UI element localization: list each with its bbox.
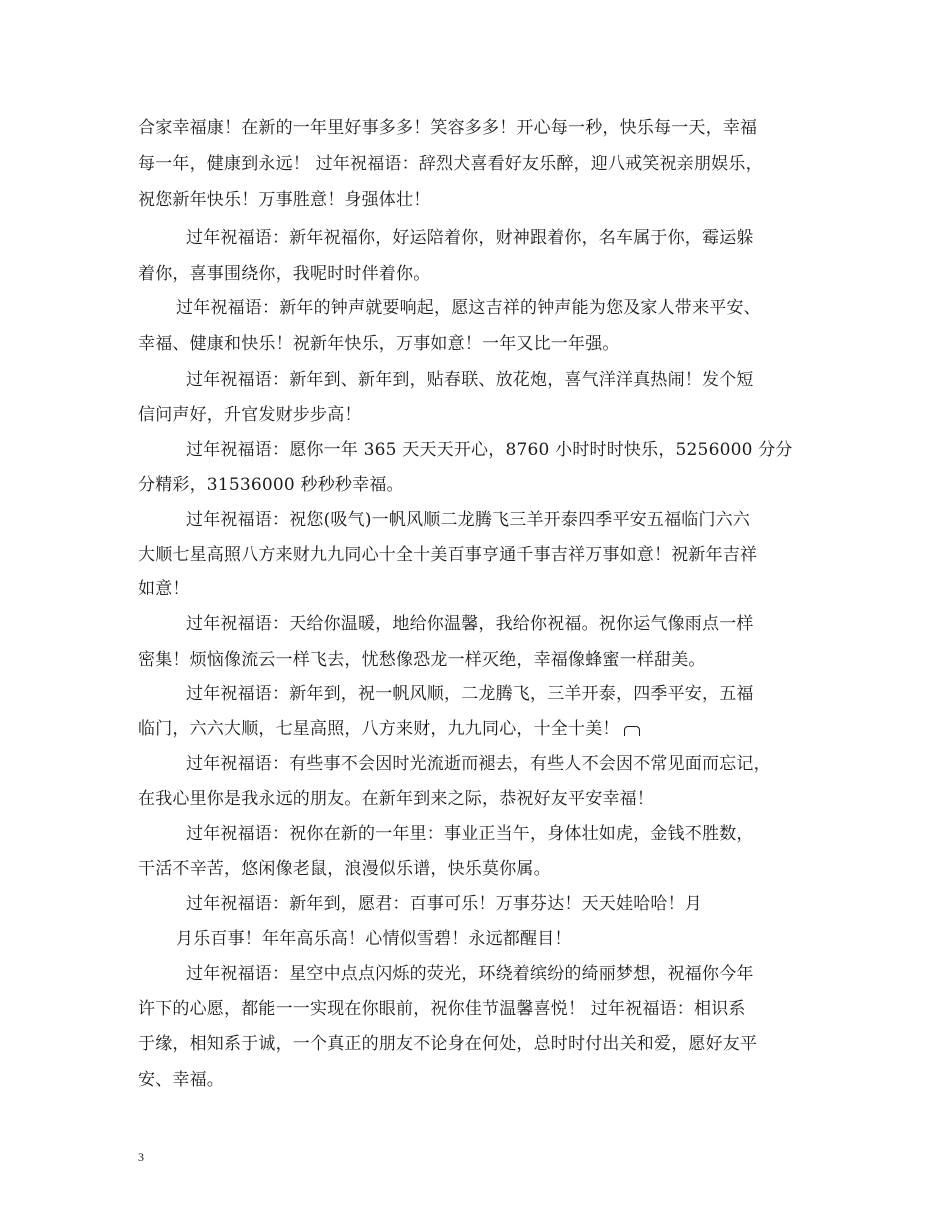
text-line-9: 信问声好，升官发财步步高！ [138, 405, 362, 425]
text-line-18-text: 临门，六六大顺，七星高照，八方来财，九九同心，十全十美！ [138, 719, 620, 739]
text-line-20: 在我心里你是我永远的朋友。在新年到来之际，恭祝好友平安幸福！ [138, 789, 654, 809]
text-line-28: 安、幸福。 [138, 1070, 224, 1090]
text-line-12: 过年祝福语：祝您(吸气)一帆风顺二龙腾飞三羊开泰四季平安五福临门六六 [186, 510, 751, 530]
text-line-21: 过年祝福语：祝你在新的一年里：事业正当午，身体壮如虎，金钱不胜数， [186, 824, 754, 844]
text-line-23: 过年祝福语：新年到，愿君：百事可乐！万事芬达！天天娃哈哈！月 [186, 894, 702, 914]
text-line-19: 过年祝福语：有些事不会因时光流逝而褪去，有些人不会因不常见面而忘记， [186, 754, 771, 774]
text-line-14: 如意！ [138, 579, 190, 599]
text-line-16: 密集！烦恼像流云一样飞去，忧愁像恐龙一样灭绝，幸福像蜂蜜一样甜美。 [138, 650, 706, 670]
text-line-5: 着你，喜事围绕你，我呢时时伴着你。 [138, 264, 431, 284]
text-line-13: 大顺七星高照八方来财九九同心十全十美百事亨通千事吉祥万事如意！祝新年吉祥 [138, 545, 758, 565]
text-line-15: 过年祝福语：天给你温暖，地给你温馨，我给你祝福。祝你运气像雨点一样 [186, 614, 754, 634]
text-line-10: 过年祝福语：愿你一年 365 天天天开心，8760 小时时时快乐，5256000 分分 [186, 440, 793, 460]
text-line-11: 分精彩，31536000 秒秒秒幸福。 [138, 475, 404, 495]
text-line-17: 过年祝福语：新年到，祝一帆风顺，二龙腾飞，三羊开泰，四季平安，五福 [186, 684, 754, 704]
page-number: 3 [138, 1150, 144, 1164]
text-line-22: 干活不辛苦，悠闲像老鼠，浪漫似乐谱，快乐莫你属。 [138, 859, 551, 879]
text-line-3: 祝您新年快乐！万事胜意！身强体壮！ [138, 190, 431, 210]
bracket-mark-icon [624, 726, 640, 736]
text-line-1: 合家幸福康！在新的一年里好事多多！笑容多多！开心每一秒，快乐每一天，幸福 [138, 118, 758, 138]
text-line-25: 过年祝福语：星空中点点闪烁的荧光，环绕着缤纷的绮丽梦想，祝福你今年 [186, 964, 754, 984]
text-line-2: 每一年，健康到永远！ 过年祝福语：辞烈犬喜看好友乐醉，迎八戒笑祝亲朋娱乐， [138, 154, 763, 174]
text-line-7: 幸福、健康和快乐！祝新年快乐，万事如意！一年又比一年强。 [138, 334, 620, 354]
text-line-4: 过年祝福语：新年祝福你，好运陪着你，财神跟着你，名车属于你，霉运躲 [186, 228, 754, 248]
text-line-24: 月乐百事！年年高乐高！心情似雪碧！永远都醒目！ [176, 929, 572, 949]
text-line-6: 过年祝福语：新年的钟声就要响起，愿这吉祥的钟声能为您及家人带来平安、 [176, 298, 761, 318]
text-line-8: 过年祝福语：新年到、新年到，贴春联、放花炮，喜气洋洋真热闹！发个短 [186, 370, 754, 390]
text-line-26: 许下的心愿，都能一一实现在你眼前，祝你佳节温馨喜悦！ 过年祝福语：相识系 [138, 999, 746, 1019]
text-line-18 [138, 718, 640, 740]
text-line-27: 于缘，相知系于诚，一个真正的朋友不论身在何处，总时时付出关和爱，愿好友平 [138, 1034, 758, 1054]
